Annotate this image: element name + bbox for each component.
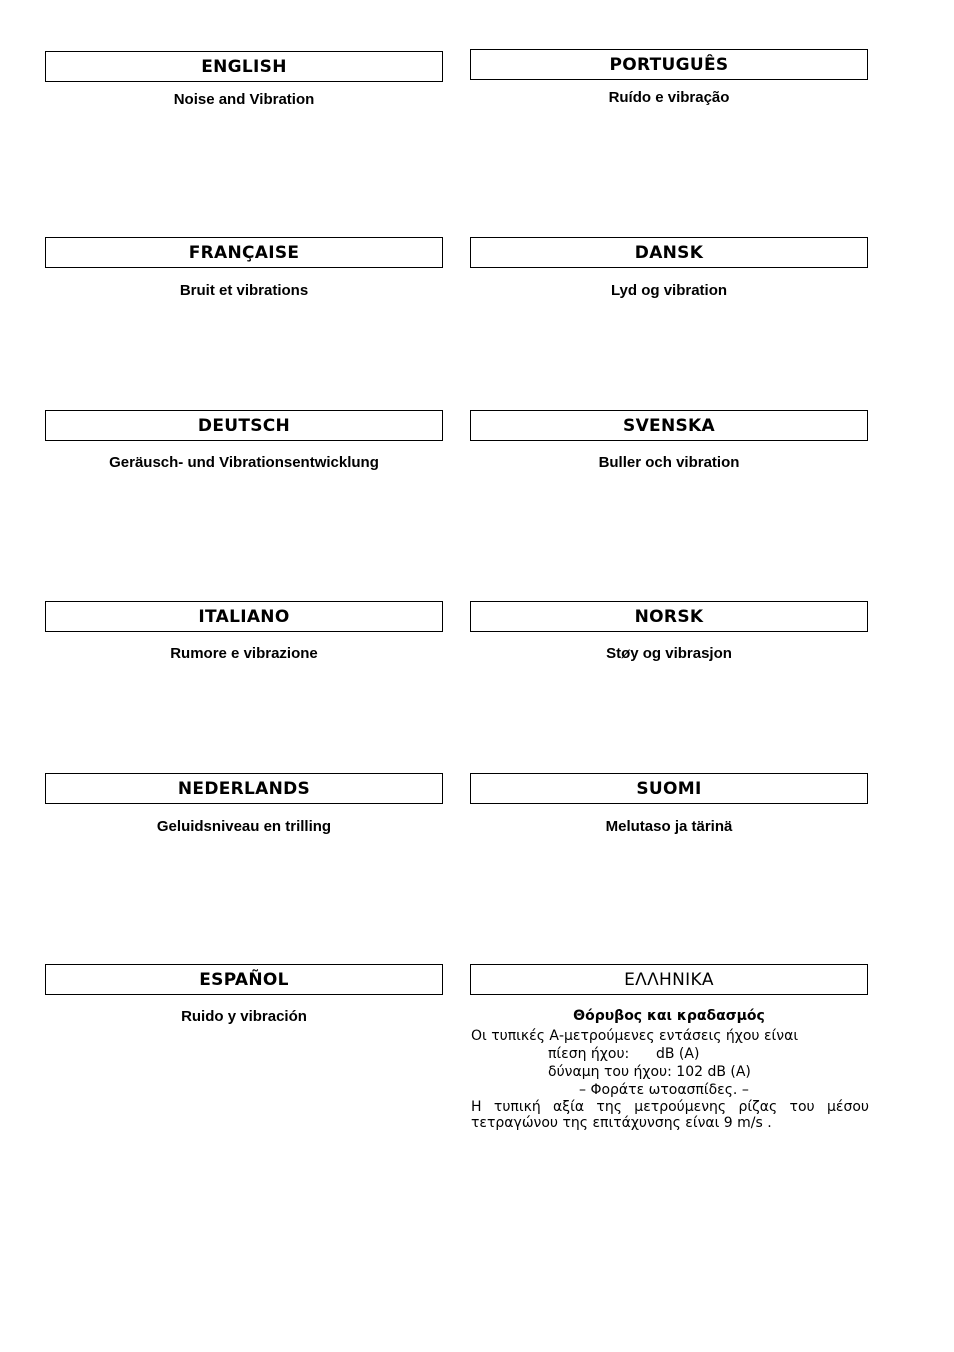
greek-intro-text: Οι τυπικές Α-μετρούμενες εντάσεις ήχου είναι xyxy=(471,1028,799,1044)
greek-sound-pressure: πίεση ήχου: dB (A) xyxy=(548,1046,700,1062)
section-heading-french: FRANÇAISE xyxy=(45,237,443,268)
section-heading-portuguese: PORTUGUÊS xyxy=(470,49,868,80)
section-heading-norwegian: NORSK xyxy=(470,601,868,632)
section-heading-danish: DANSK xyxy=(470,237,868,268)
section-subtitle-spanish: Ruido y vibración xyxy=(181,1008,307,1025)
greek-ear-protection: – Φοράτε ωτοασπίδες. – xyxy=(579,1082,749,1098)
section-subtitle-english: Noise and Vibration xyxy=(173,91,315,108)
greek-sound-power: δύναμη του ήχου: 102 dB (A) xyxy=(548,1064,751,1080)
section-subtitle-norwegian: Støy og vibrasjon xyxy=(606,645,732,662)
section-subtitle-finnish: Melutaso ja tärinä xyxy=(605,818,733,835)
section-heading-dutch: NEDERLANDS xyxy=(45,773,443,804)
section-subtitle-danish: Lyd og vibration xyxy=(610,282,728,299)
section-subtitle-portuguese: Ruído e vibração xyxy=(608,89,730,106)
section-subtitle-german: Geräusch- und Vibrationsentwicklung xyxy=(109,454,379,471)
section-heading-german: DEUTSCH xyxy=(45,410,443,441)
section-subtitle-french: Bruit et vibrations xyxy=(179,282,309,299)
section-subtitle-dutch: Geluidsniveau en trilling xyxy=(156,818,332,835)
section-heading-spanish: ESPAÑOL xyxy=(45,964,443,995)
section-heading-greek: ΕΛΛΗΝΙΚΑ xyxy=(470,964,868,995)
section-heading-english: ENGLISH xyxy=(45,51,443,82)
section-subtitle-swedish: Buller och vibration xyxy=(598,454,740,471)
section-heading-finnish: SUOMI xyxy=(470,773,868,804)
greek-vibration-text: Η τυπική αξία της μετρούμενης ρίζας του μέσου τετραγώνου της επιτάχυνσης είναι 9 m/s . xyxy=(471,1099,869,1131)
section-heading-italian: ITALIANO xyxy=(45,601,443,632)
section-subtitle-italian: Rumore e vibrazione xyxy=(170,645,318,662)
section-heading-swedish: SVENSKA xyxy=(470,410,868,441)
section-subtitle-greek: Θόρυβος και κραδασμός xyxy=(573,1008,765,1024)
